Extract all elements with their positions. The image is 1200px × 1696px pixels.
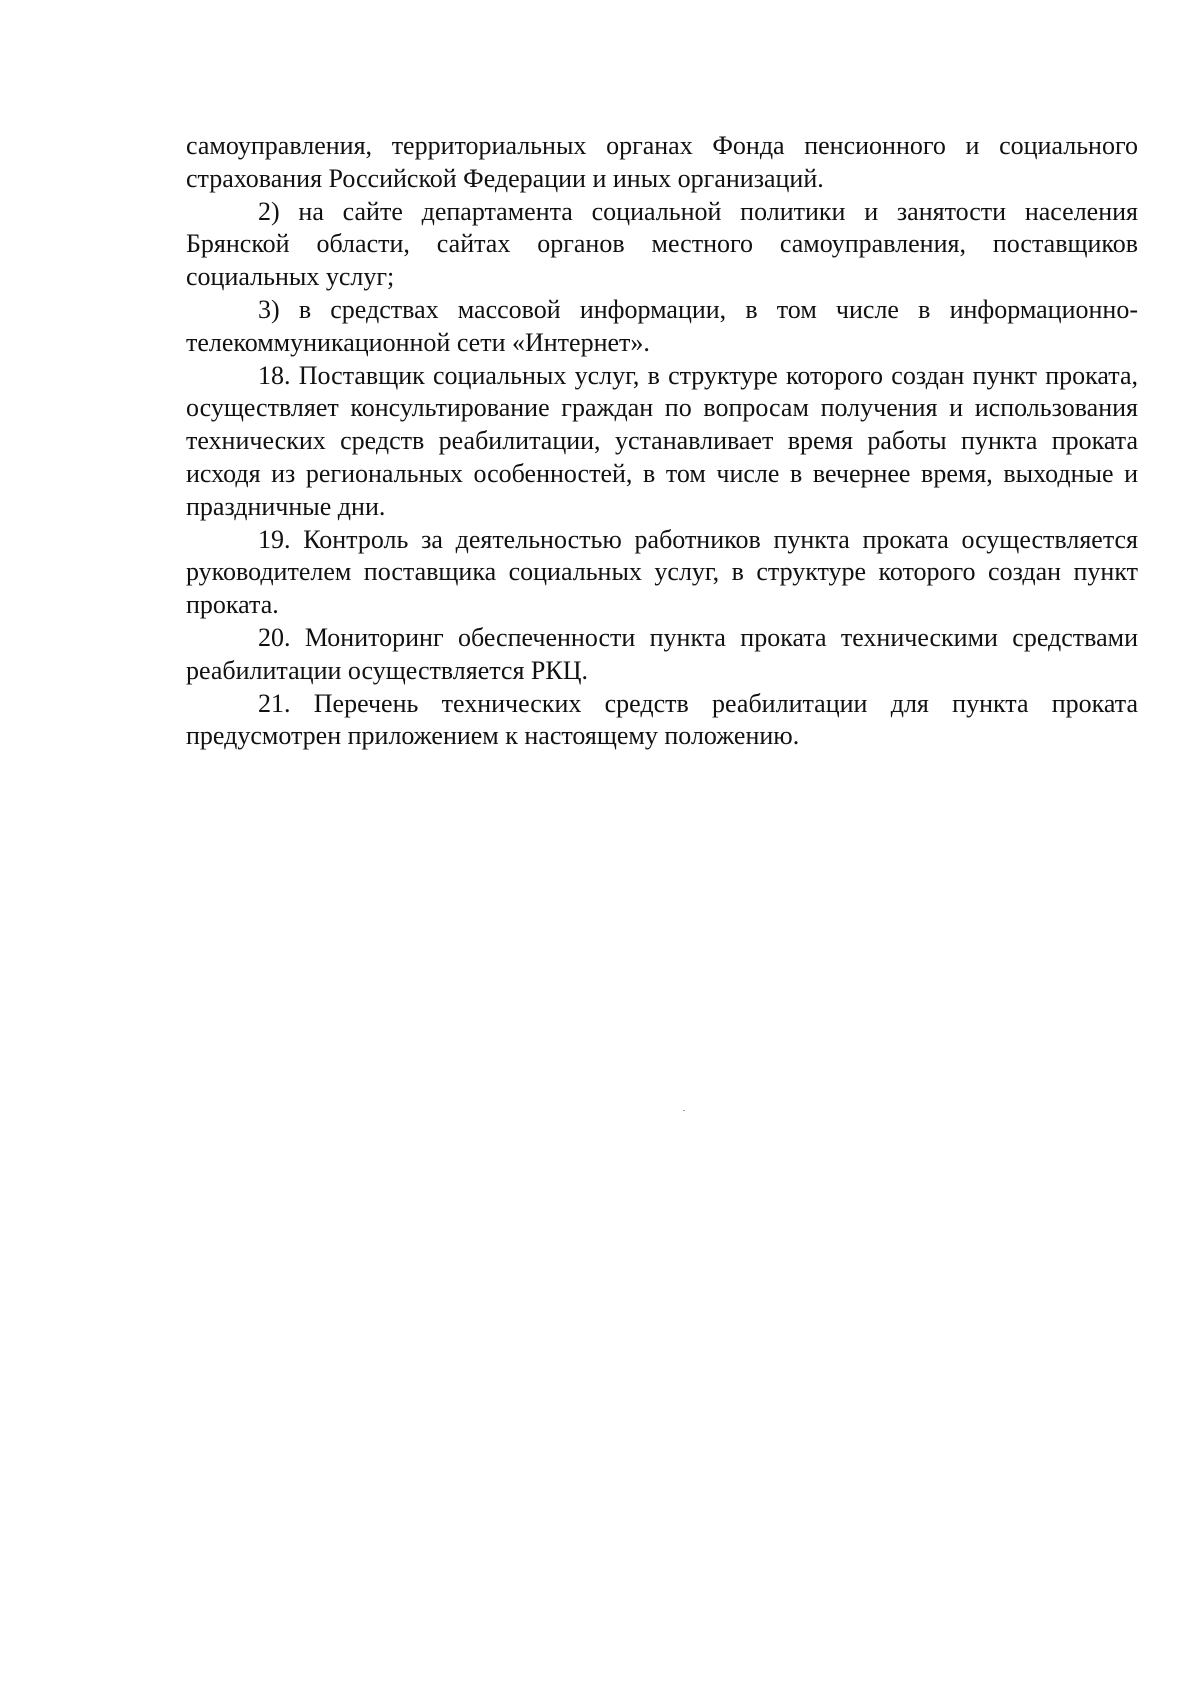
paragraph-item-2: 2) на сайте департамента социальной политики и занятости населения Брянской области, сайтах органов местного самоуправления, поставщиков социальных услуг; bbox=[186, 196, 1138, 292]
paragraph-clause-18: 18. Поставщик социальных услуг, в структуре которого создан пункт проката, осуществляет консультирование граждан по вопросам получения и использования технических средств реабилитации, устанавливает время работы пункта проката исходя из региональных особенностей, в том числе в вечернее время, выходные и праздничные дни. bbox=[186, 360, 1138, 521]
paragraph-clause-20: 20. Мониторинг обеспеченности пункта проката техническими средствами реабилитации осуществляется РКЦ. bbox=[186, 622, 1138, 685]
scan-speck bbox=[683, 1110, 685, 1111]
paragraph-item-3: 3) в средствах массовой информации, в том числе в информационно-телекоммуникационной сети «Интернет». bbox=[186, 294, 1138, 357]
paragraph-continuation: самоуправления, территориальных органах Фонда пенсионного и социального страхования Российской Федерации и иных организаций. bbox=[186, 131, 1138, 193]
paragraph-clause-19: 19. Контроль за деятельностью работников пункта проката осуществляется руководителем поставщика социальных услуг, в структуре которого создан пункт проката. bbox=[186, 524, 1138, 620]
paragraph-clause-21: 21. Перечень технических средств реабилитации для пункта проката предусмотрен приложением к настоящему положению. bbox=[186, 688, 1138, 751]
document-body bbox=[186, 130, 1138, 753]
